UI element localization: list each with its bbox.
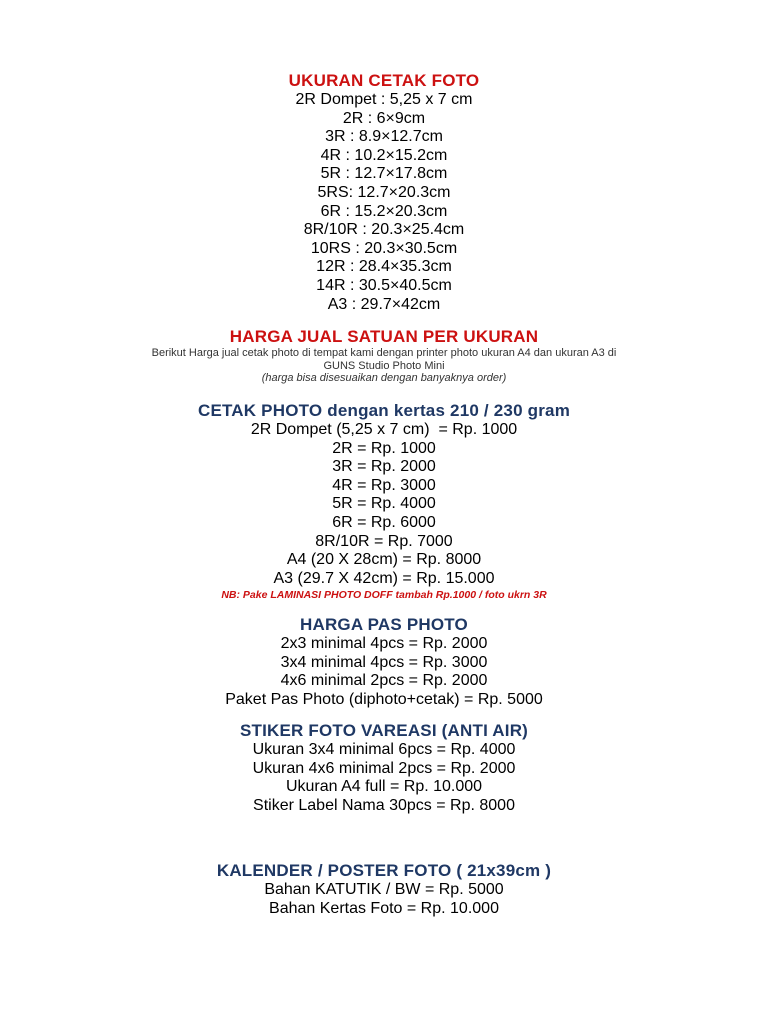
size-item: 4R : 10.2×15.2cm (320, 146, 448, 164)
photo-print-item: 5R = Rp. 4000 (332, 495, 436, 513)
size-item: 14R : 30.5×40.5cm (316, 276, 452, 294)
sticker-item: Stiker Label Nama 30pcs = Rp. 8000 (253, 796, 515, 814)
size-item: 5RS: 12.7×20.3cm (317, 183, 451, 201)
calendar-poster-item: Bahan KATUTIK / BW = Rp. 5000 (264, 881, 504, 898)
passport-photo-item: 2x3 minimal 4pcs = Rp. 2000 (280, 635, 488, 652)
photo-print-item: 8R/10R = Rp. 7000 (315, 532, 453, 550)
size-item: 12R : 28.4×35.3cm (316, 258, 452, 276)
size-item: 10RS : 20.3×30.5cm (310, 239, 458, 257)
photo-print-section (0, 401, 768, 602)
passport-photo-item: 4x6 minimal 2pcs = Rp. 2000 (280, 672, 488, 690)
photo-print-item: A4 (20 X 28cm) = Rp. 8000 (286, 551, 482, 569)
size-item: 8R/10R : 20.3×25.4cm (303, 221, 465, 239)
studio-name: GUNS Studio Photo Mini (323, 359, 445, 372)
unit-price-description: Berikut Harga jual cetak photo di tempat kami dengan printer photo ukuran A4 dan ukuran A3 di (151, 347, 617, 359)
photo-print-item: 4R = Rp. 3000 (332, 476, 436, 494)
sticker-item: Ukuran 4x6 minimal 2pcs = Rp. 2000 (252, 759, 516, 777)
sticker-heading: STIKER FOTO VAREASI (ANTI AIR) (239, 721, 529, 740)
print-sizes-section (0, 71, 768, 314)
calendar-poster-heading: KALENDER / POSTER FOTO ( 21x39cm ) (216, 861, 552, 880)
sticker-item: Ukuran A4 full = Rp. 10.000 (285, 778, 483, 796)
print-sizes-heading: UKURAN CETAK FOTO (288, 71, 480, 90)
photo-print-item: 2R = Rp. 1000 (332, 439, 436, 457)
sticker-section (0, 721, 768, 815)
photo-print-item: 6R = Rp. 6000 (332, 513, 436, 531)
calendar-poster-item: Bahan Kertas Foto = Rp. 10.000 (269, 899, 499, 917)
size-item: 2R : 6×9cm (342, 109, 426, 127)
sticker-item: Ukuran 3x4 minimal 6pcs = Rp. 4000 (252, 741, 516, 758)
unit-price-heading: HARGA JUAL SATUAN PER UKURAN (229, 327, 539, 346)
passport-photo-section (0, 615, 768, 709)
unit-price-section (0, 327, 768, 385)
passport-photo-heading: HARGA PAS PHOTO (300, 615, 468, 634)
calendar-poster-section (0, 861, 768, 918)
photo-print-item: A3 (29.7 X 42cm) = Rp. 15.000 (273, 569, 495, 587)
photo-print-heading: CETAK PHOTO dengan kertas 210 / 230 gram (197, 401, 571, 420)
size-item: A3 : 29.7×42cm (327, 295, 441, 313)
size-item: 5R : 12.7×17.8cm (320, 165, 448, 183)
photo-print-item: 3R = Rp. 2000 (332, 458, 436, 476)
passport-photo-item: 3x4 minimal 4pcs = Rp. 3000 (280, 653, 488, 671)
photo-print-item: 2R Dompet (5,25 x 7 cm) = Rp. 1000 (250, 421, 518, 438)
size-item: 2R Dompet : 5,25 x 7 cm (295, 91, 473, 108)
price-negotiable-note: (harga bisa disesuaikan dengan banyaknya order) (261, 372, 507, 384)
lamination-note: NB: Pake LAMINASI PHOTO DOFF tambah Rp.1000 / foto ukrn 3R (221, 589, 547, 602)
passport-photo-item: Paket Pas Photo (diphoto+cetak) = Rp. 5000 (225, 690, 543, 708)
size-item: 6R : 15.2×20.3cm (320, 202, 448, 220)
size-item: 3R : 8.9×12.7cm (325, 128, 443, 146)
